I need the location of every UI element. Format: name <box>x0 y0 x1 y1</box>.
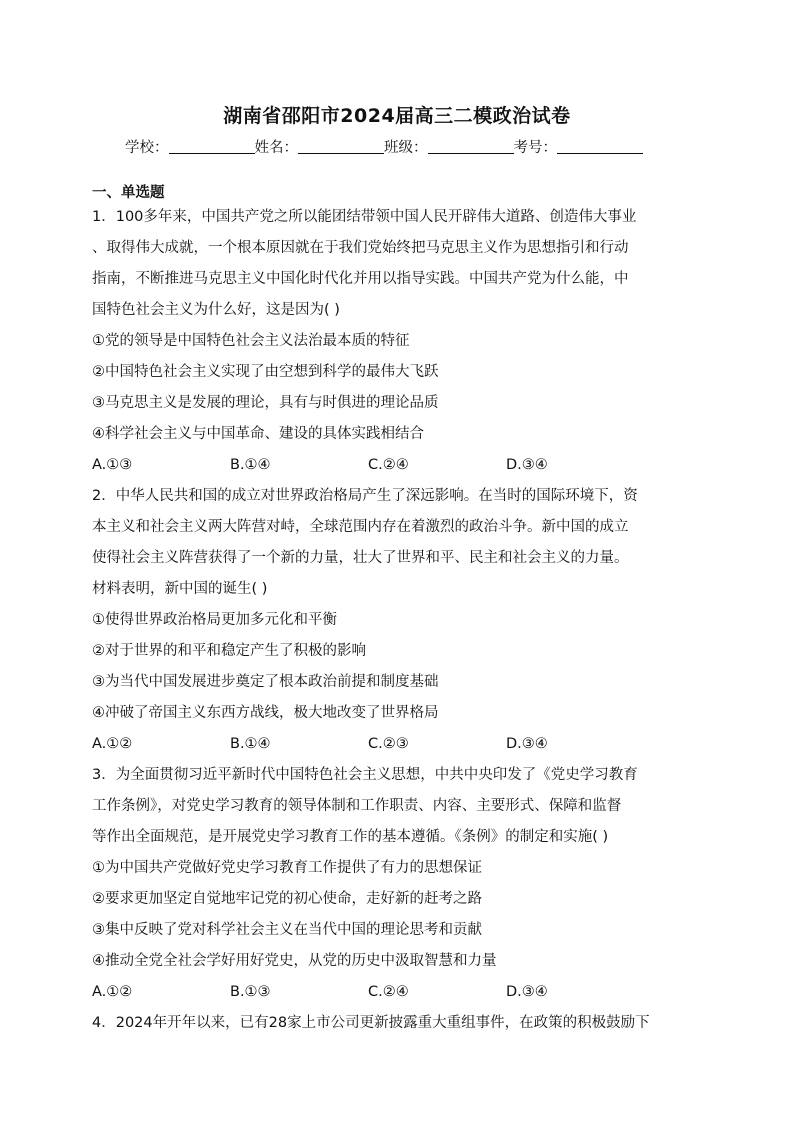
question-stem-line: 本主义和社会主义两大阵营对峙，全球范围内存在着激烈的政治斗争。新中国的成立 <box>92 519 629 535</box>
question-stem-line: 2．中华人民共和国的成立对世界政治格局产生了深远影响。在当时的国际环境下，资 <box>92 488 638 504</box>
statement-item: ①为中国共产党做好党史学习教育工作提供了有力的思想保证 <box>92 860 482 876</box>
answer-option-c[interactable]: C.②③ <box>368 736 409 752</box>
question-stem-line: 3．为全面贯彻习近平新时代中国特色社会主义思想，中共中央印发了《党史学习教育 <box>92 767 638 783</box>
question-stem-line: 、取得伟大成就，一个根本原因就在于我们党始终把马克思主义作为思想指引和行动 <box>92 240 629 256</box>
question-stem-line: 指南，不断推进马克思主义中国化时代化并用以指导实践。中国共产党为什么能，中 <box>92 271 629 287</box>
question-stem-line: 工作条例》，对党史学习教育的领导体制和工作职责、内容、主要形式、保障和监督 <box>92 798 622 814</box>
question-4 <box>92 1008 712 1039</box>
name-label: 姓名： <box>254 140 298 156</box>
statement-item: ④推动全党全社会学好用好党史，从党的历史中汲取智慧和力量 <box>92 953 497 969</box>
statement-item: ③集中反映了党对科学社会主义在当代中国的理论思考和贡献 <box>92 922 482 938</box>
class-label: 班级： <box>384 140 428 156</box>
question-3 <box>92 760 712 1008</box>
student-info-line <box>125 136 643 157</box>
answer-options <box>92 729 712 760</box>
statement-item: ①党的领导是中国特色社会主义法治最本质的特征 <box>92 333 410 349</box>
question-stem-line: 使得社会主义阵营获得了一个新的力量，壮大了世界和平、民主和社会主义的力量。 <box>92 550 629 566</box>
answer-option-b[interactable]: B.①④ <box>230 457 271 473</box>
question-2 <box>92 481 712 760</box>
statement-item: ④冲破了帝国主义东西方战线，极大地改变了世界格局 <box>92 705 439 721</box>
answer-option-d[interactable]: D.③④ <box>506 457 548 473</box>
question-stem-line: 等作出全面规范，是开展党史学习教育工作的基本遵循。《条例》的制定和实施( ) <box>92 829 609 845</box>
answer-option-d[interactable]: D.③④ <box>506 984 548 1000</box>
statement-item: ②中国特色社会主义实现了由空想到科学的最伟大飞跃 <box>92 364 439 380</box>
answer-option-b[interactable]: B.①④ <box>230 736 271 752</box>
question-stem-line: 国特色社会主义为什么好，这是因为( ) <box>92 302 340 318</box>
answer-option-a[interactable]: A.①② <box>92 736 133 752</box>
class-blank[interactable] <box>428 139 514 154</box>
school-label: 学校： <box>125 140 169 156</box>
question-stem-line: 材料表明，新中国的诞生( ) <box>92 581 268 597</box>
statement-item: ②对于世界的和平和稳定产生了积极的影响 <box>92 643 366 659</box>
statement-item: ②要求更加坚定自觉地牢记党的初心使命，走好新的赶考之路 <box>92 891 482 907</box>
answer-option-a[interactable]: A.①② <box>92 984 133 1000</box>
statement-item: ③马克思主义是发展的理论，具有与时俱进的理论品质 <box>92 395 439 411</box>
question-stem-line: 1．100多年来，中国共产党之所以能团结带领中国人民开辟伟大道路、创造伟大事业 <box>92 209 637 225</box>
name-blank[interactable] <box>298 139 384 154</box>
answer-options <box>92 450 712 481</box>
answer-option-a[interactable]: A.①③ <box>92 457 133 473</box>
question-1 <box>92 202 712 481</box>
question-stem-line: 4．2024年开年以来，已有28家上市公司更新披露重大重组事件，在政策的积极鼓励下 <box>92 1015 650 1031</box>
answer-option-c[interactable]: C.②④ <box>368 984 409 1000</box>
answer-options <box>92 977 712 1008</box>
school-blank[interactable] <box>169 139 255 154</box>
statement-item: ④科学社会主义与中国革命、建设的具体实践相结合 <box>92 426 424 442</box>
answer-option-d[interactable]: D.③④ <box>506 736 548 752</box>
answer-option-b[interactable]: B.①③ <box>230 984 271 1000</box>
answer-option-c[interactable]: C.②④ <box>368 457 409 473</box>
section-heading: 一、单选题 <box>92 185 165 201</box>
statement-item: ①使得世界政治格局更加多元化和平衡 <box>92 612 337 628</box>
number-blank[interactable] <box>557 139 643 154</box>
page-title: 湖南省邵阳市2024届高三二模政治试卷 <box>223 105 571 127</box>
statement-item: ③为当代中国发展进步奠定了根本政治前提和制度基础 <box>92 674 439 690</box>
question-list <box>92 202 712 1039</box>
number-label: 考号： <box>513 140 557 156</box>
